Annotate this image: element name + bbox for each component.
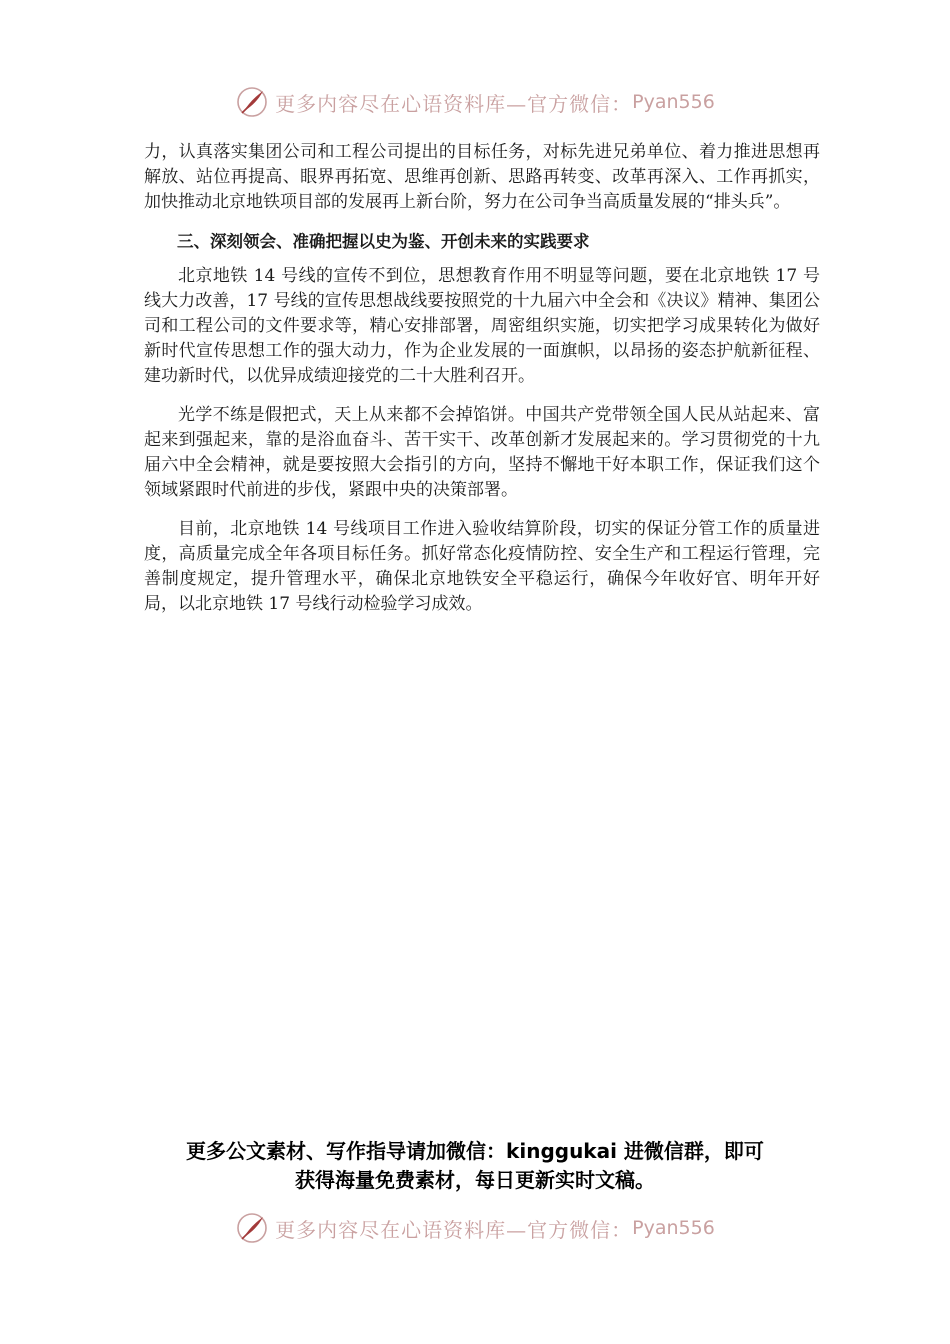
- watermark-text: 更多内容尽在心语资料库—官方微信：: [275, 1217, 633, 1242]
- section-heading: 三、深刻领会、准确把握以史为鉴、开创未来的实践要求: [177, 232, 590, 251]
- paragraph: 目前，北京地铁 14 号线项目工作进入验收结算阶段，切实的保证分管工作的质量进度，高质量完成全年各项目标任务。抓好常态化疫情防控、安全生产和工程运行管理，完善制度规定，提升管理水平，确保北京地铁安全平稳运行，确保今年收好官、明年开好局，以北京地铁 17 号线行动检验学习成效。: [144, 519, 820, 614]
- document-body: [144, 140, 820, 631]
- watermark-id: Pyan556: [632, 1217, 715, 1239]
- promo-text: [140, 1137, 810, 1195]
- quill-logo-icon: [235, 1211, 269, 1245]
- paragraph-continued: 力，认真落实集团公司和工程公司提出的目标任务，对标先进兄弟单位、着力推进思想再解放、站位再提高、眼界再拓宽、思维再创新、思路再转变、改革再深入、工作再抓实，加快推动北京地铁项目部的发展再上新台阶，努力在公司争当高质量发展的“排头兵”。: [144, 142, 820, 212]
- paragraph: 北京地铁 14 号线的宣传不到位，思想教育作用不明显等问题，要在北京地铁 17 号线大力改善，17 号线的宣传思想战线要按照党的十九届六中全会和《决议》精神、集团公司和工程公司的文件要求等，精心安排部署，周密组织实施，切实把学习成果转化为做好新时代宣传思想工作的强大动力，作为企业发展的一面旗帜，以昂扬的姿态护航新征程、建功新时代，以优异成绩迎接党的二十大胜利召开。: [144, 266, 820, 386]
- watermark-id: Pyan556: [632, 91, 715, 113]
- quill-logo-icon: [235, 85, 269, 119]
- promo-line: 获得海量免费素材，每日更新实时文稿。: [295, 1168, 655, 1192]
- paragraph: 光学不练是假把式，天上从来都不会掉馅饼。中国共产党带领全国人民从站起来、富起来到强起来，靠的是浴血奋斗、苦干实干、改革创新才发展起来的。学习贯彻党的十九届六中全会精神，就是要按照大会指引的方向，坚持不懈地干好本职工作，保证我们这个领域紧跟时代前进的步伐，紧跟中央的决策部署。: [144, 405, 820, 500]
- watermark-text: 更多内容尽在心语资料库—官方微信：: [275, 91, 633, 116]
- header-watermark: [0, 82, 950, 122]
- footer-watermark: [0, 1208, 950, 1248]
- promo-line: 更多公文素材、写作指导请加微信：kinggukai 进微信群，即可: [186, 1139, 764, 1163]
